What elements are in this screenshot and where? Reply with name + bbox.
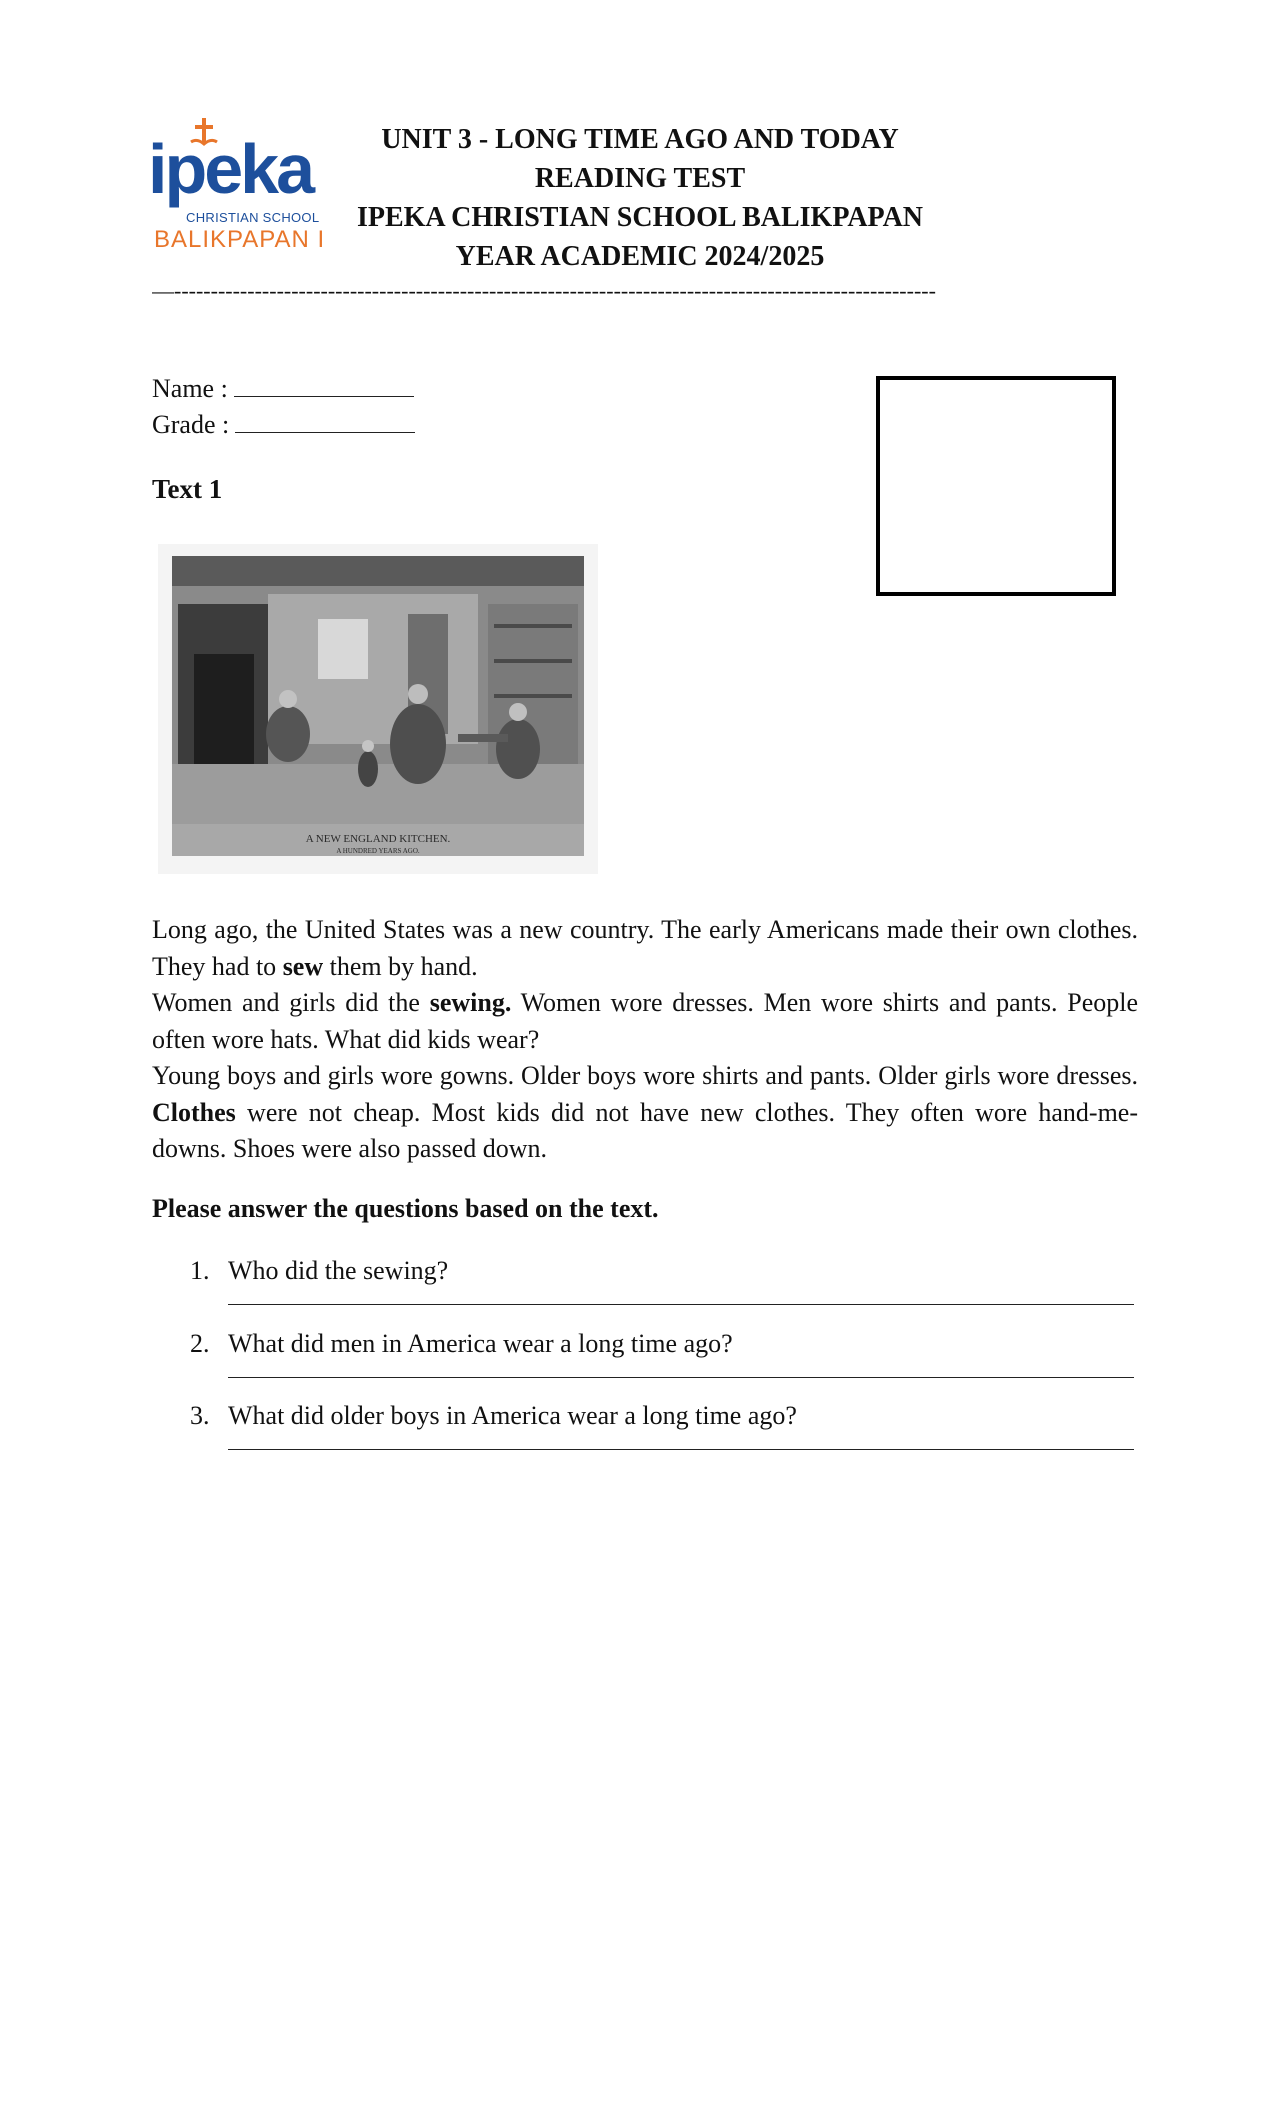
grade-field[interactable] bbox=[152, 410, 415, 440]
name-label: Name : bbox=[152, 374, 228, 403]
text-heading: Text 1 bbox=[152, 474, 223, 504]
unit-title: UNIT 3 - LONG TIME AGO AND TODAY bbox=[381, 124, 899, 155]
illustration-subcaption: A HUNDRED YEARS AGO. bbox=[336, 847, 420, 855]
answer-line[interactable] bbox=[228, 1449, 1134, 1450]
vocab-sew: sew bbox=[282, 951, 324, 981]
new-england-kitchen-illustration bbox=[158, 544, 598, 874]
document-header bbox=[330, 120, 950, 276]
instruction: Please answer the questions based on the text. bbox=[152, 1194, 659, 1223]
logo-subtitle: CHRISTIAN SCHOOL bbox=[186, 210, 320, 225]
question-number: 3. bbox=[190, 1401, 210, 1430]
test-title: READING TEST bbox=[534, 163, 746, 194]
passage-paragraph-1: Long ago, the United States was a new country. The early Americans made their own clothes. They had to sew them by hand. bbox=[152, 915, 1138, 981]
grade-blank[interactable] bbox=[235, 410, 415, 433]
reading-passage bbox=[152, 912, 1138, 1168]
logo-wordmark: ipeka bbox=[148, 130, 312, 208]
name-field[interactable] bbox=[152, 374, 414, 404]
question-list bbox=[152, 1256, 1136, 1474]
question-item bbox=[152, 1401, 1136, 1474]
kitchen-engraving-image bbox=[158, 544, 598, 874]
question-text: Who did the sewing? bbox=[228, 1256, 449, 1285]
school-logo bbox=[148, 118, 328, 258]
academic-year: YEAR ACADEMIC 2024/2025 bbox=[455, 241, 825, 272]
school-name: IPEKA CHRISTIAN SCHOOL BALIKPAPAN bbox=[356, 202, 924, 233]
passage-paragraph-3: Young boys and girls wore gowns. Older boys wore shirts and pants. Older girls wore dresses. Clothes were not cheap. Most kids did not have new clothes. They often wore hand-me-downs. Shoes were also passed down. bbox=[152, 1061, 1138, 1163]
question-text: What did men in America wear a long time ago? bbox=[228, 1328, 733, 1358]
logo-city: BALIKPAPAN I bbox=[154, 226, 326, 253]
question-number: 1. bbox=[190, 1256, 210, 1285]
score-box bbox=[876, 376, 1116, 596]
illustration-caption: A NEW ENGLAND KITCHEN. bbox=[305, 833, 451, 845]
vocab-sewing: sewing. bbox=[429, 988, 512, 1017]
answer-line[interactable] bbox=[228, 1377, 1134, 1378]
question-number: 2. bbox=[190, 1328, 210, 1358]
question-item bbox=[152, 1329, 1136, 1402]
vocab-clothes: Clothes bbox=[152, 1097, 236, 1127]
header-divider: —-------------------------------------------------------------------------------------------------------- bbox=[152, 278, 936, 303]
answer-line[interactable] bbox=[228, 1304, 1134, 1305]
question-text: What did older boys in America wear a long time ago? bbox=[228, 1401, 797, 1430]
grade-label: Grade : bbox=[152, 410, 230, 439]
question-item bbox=[152, 1256, 1136, 1329]
passage-paragraph-2: Women and girls did the sewing. Women wore dresses. Men wore shirts and pants. People often wore hats. What did kids wear? bbox=[152, 988, 1138, 1054]
name-blank[interactable] bbox=[234, 374, 414, 397]
